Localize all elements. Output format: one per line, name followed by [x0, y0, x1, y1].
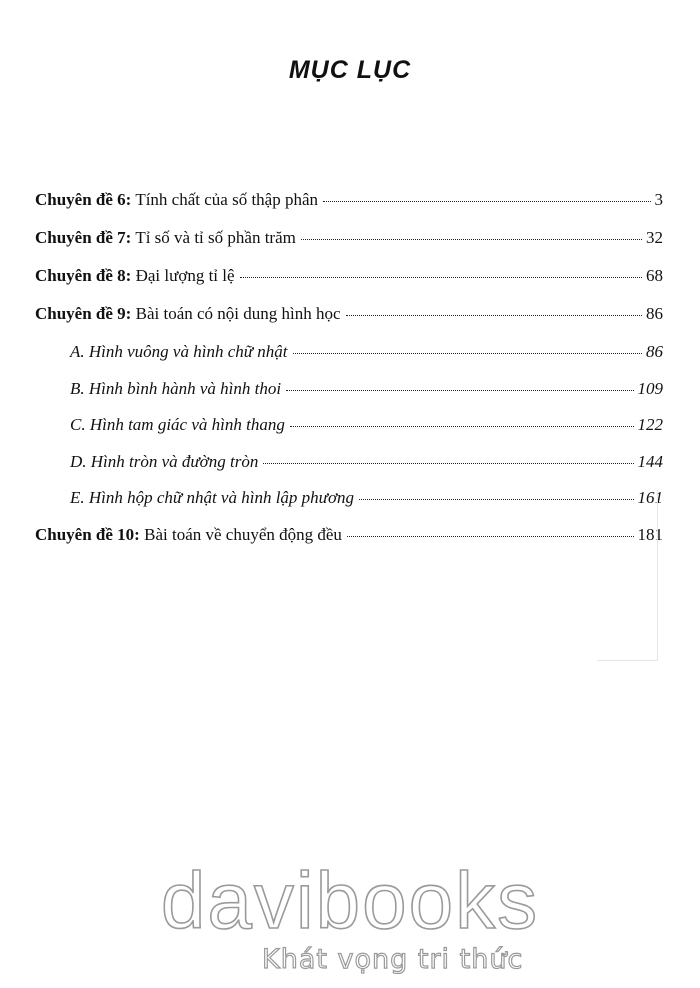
chapter-label: Chuyên đề 9: [35, 304, 132, 323]
toc-subentry[interactable] [70, 414, 663, 436]
toc-subentry[interactable] [70, 451, 663, 473]
entry-title: Đại lượng tỉ lệ [135, 266, 235, 285]
toc-subentry[interactable] [70, 341, 663, 363]
page-number: 144 [637, 452, 663, 471]
chapter-label: Chuyên đề 7: [35, 228, 132, 247]
page-number: 68 [646, 266, 663, 285]
entry-title: D. Hình tròn và đường tròn [70, 452, 259, 471]
entry-title: A. Hình vuông và hình chữ nhật [70, 342, 288, 361]
dot-leader [301, 239, 642, 240]
entry-title: Bài toán về chuyển động đều [144, 525, 342, 544]
page-number: 32 [646, 228, 663, 247]
dot-leader [290, 426, 634, 427]
dot-leader [240, 277, 642, 278]
toc-entry[interactable] [35, 227, 663, 249]
dot-leader [347, 536, 634, 537]
page-title: MỤC LỤC [288, 56, 412, 84]
dot-leader [359, 499, 633, 500]
watermark-logo: davibooks [160, 856, 540, 945]
dot-leader [293, 353, 643, 354]
entry-title: E. Hình hộp chữ nhật và hình lập phương [70, 488, 355, 507]
page-number: 3 [654, 190, 663, 209]
toc-entry[interactable] [35, 524, 663, 546]
toc-entry[interactable] [35, 189, 663, 211]
watermark-slogan: Khát vọng tri thức [262, 944, 524, 975]
page-number: 161 [637, 488, 663, 507]
chapter-label: Chuyên đề 10: [35, 525, 140, 544]
toc-subentry[interactable] [70, 487, 663, 509]
page-number: 181 [637, 525, 663, 544]
chapter-label: Chuyên đề 6: [35, 190, 132, 209]
page-number: 109 [637, 379, 663, 398]
page-number: 86 [646, 342, 663, 361]
entry-title: Tính chất của số thập phân [135, 190, 319, 209]
dot-leader [346, 315, 642, 316]
toc-subentry[interactable] [70, 378, 663, 400]
page-number: 122 [637, 415, 663, 434]
show-through-frame [597, 490, 658, 661]
entry-title: Bài toán có nội dung hình học [135, 304, 341, 323]
chapter-label: Chuyên đề 8: [35, 266, 132, 285]
dot-leader [263, 463, 633, 464]
toc-entry[interactable] [35, 303, 663, 325]
dot-leader [286, 390, 633, 391]
entry-title: C. Hình tam giác và hình thang [70, 415, 285, 434]
toc-entry[interactable] [35, 265, 663, 287]
entry-title: B. Hình bình hành và hình thoi [70, 379, 282, 398]
page-number: 86 [646, 304, 663, 323]
dot-leader [323, 201, 650, 202]
entry-title: Tỉ số và tỉ số phần trăm [135, 228, 296, 247]
